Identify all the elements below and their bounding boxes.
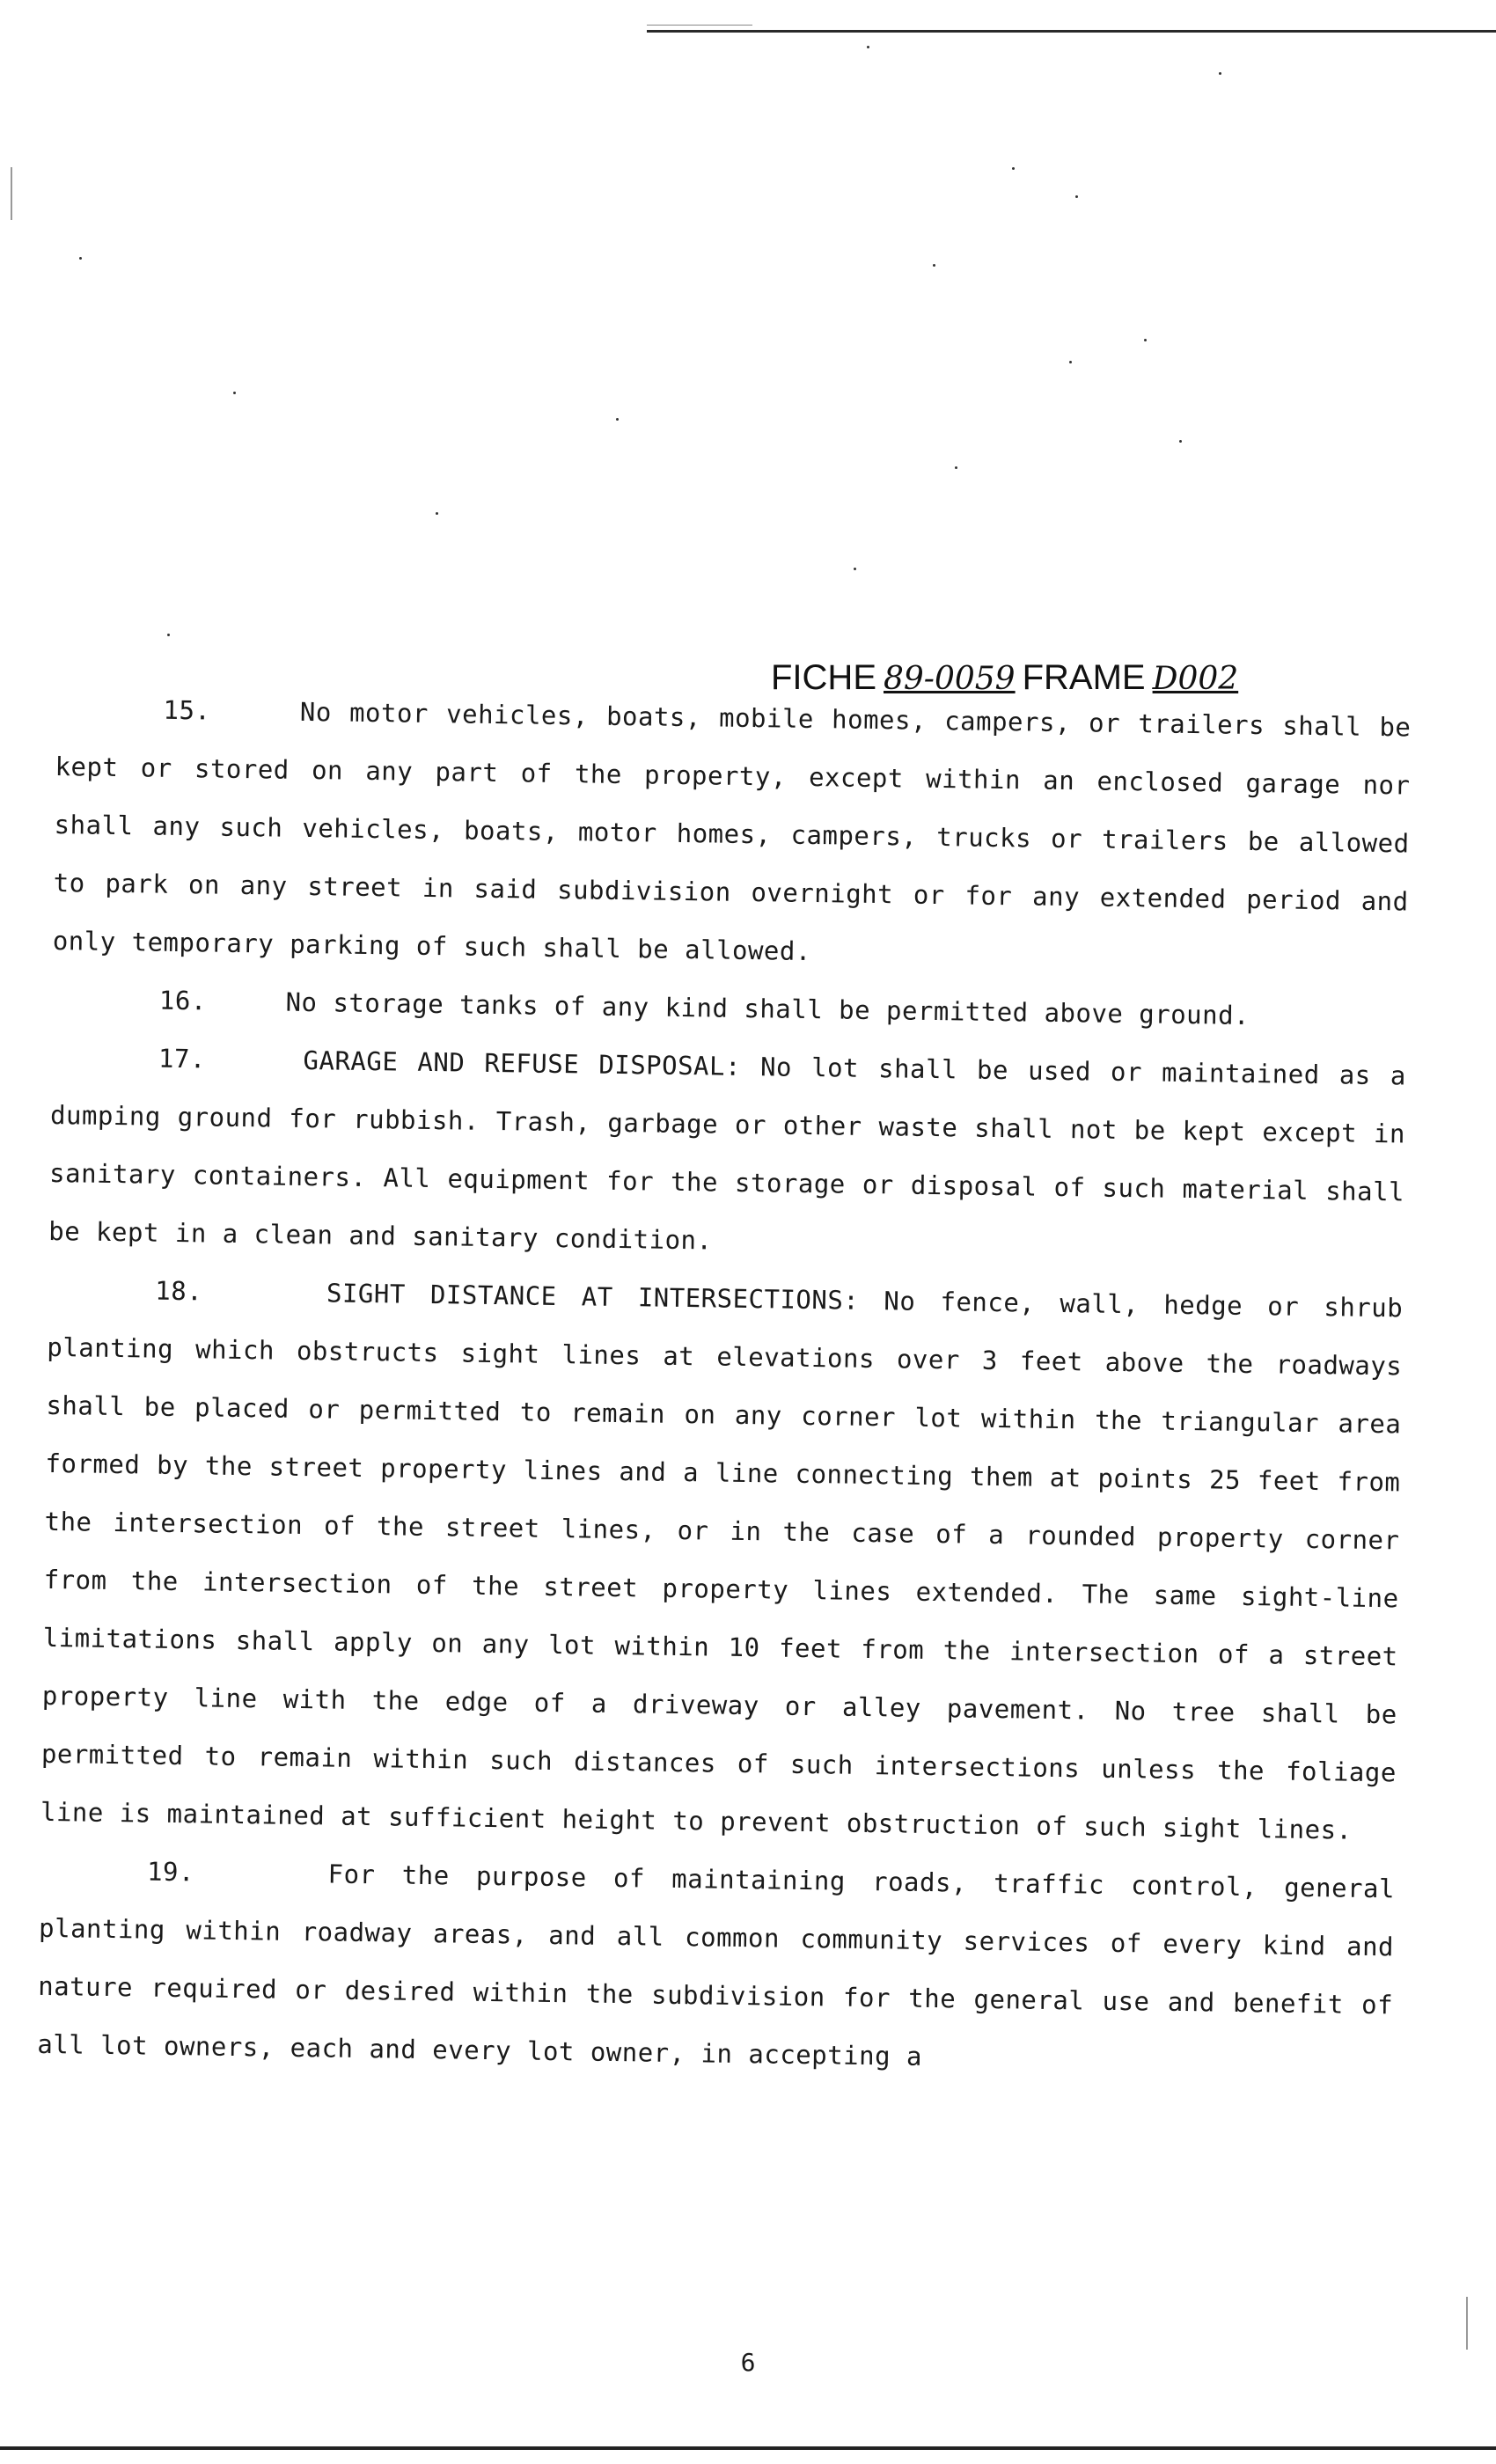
scan-speck — [79, 257, 82, 260]
scan-speck — [854, 568, 856, 570]
paragraph-number: 17. — [158, 1043, 207, 1074]
bottom-rule — [0, 2446, 1496, 2450]
scan-speck — [1075, 195, 1078, 198]
scan-speck — [955, 466, 957, 469]
paragraph-number: 16. — [158, 985, 208, 1016]
covenant-text — [37, 679, 1412, 2092]
paragraph-number: 15. — [163, 694, 211, 726]
scan-speck — [616, 418, 619, 421]
scan-speck — [1144, 339, 1147, 341]
scan-speck — [1069, 361, 1072, 363]
page-number: 6 — [740, 2348, 756, 2377]
scan-speck — [167, 634, 170, 636]
fiche-label: FICHE — [771, 658, 876, 697]
paragraph-17 — [48, 1028, 1407, 1279]
scan-speck — [1179, 440, 1182, 443]
scan-speck — [867, 46, 869, 48]
paragraph-number: 19. — [146, 1856, 195, 1888]
scan-speck — [1012, 167, 1015, 170]
frame-number: D002 — [1152, 661, 1239, 697]
paragraph-text: SIGHT DISTANCE AT INTERSECTIONS: No fence, wall, hedge or shrub planting which obstructs sight lines at elevations over 3 feet above the roadways shall be placed or permitted to remain on any corner lot within the triangular area formed by the street property lines and a line connecting them at points 25 feet from the intersection of the street lines, or in the case of a rounded property corner from the intersection of the street property lines extended. The same sight-line limitations shall apply on any lot within 10 feet from the intersection of a street property line with the edge of a driveway or alley pavement. No tree shall be permitted to remain within such distances of such intersections unless the foliage line is maintained at sufficient height to prevent obstruction of such sight lines. — [40, 1278, 1404, 1845]
scan-artifact-line — [647, 25, 752, 26]
paragraph-text: GARAGE AND REFUSE DISPOSAL: No lot shall be used or maintained as a dumping ground for rubbish. Trash, garbage or other waste shall not be kept except in sanitary containers. All equipment for the storage or disposal of such material shall be kept in a clean and sanitary condition. — [48, 1045, 1407, 1256]
scan-speck — [233, 392, 236, 394]
frame-label: FRAME — [1022, 658, 1146, 697]
paragraph-text: For the purpose of maintaining roads, traffic control, general planting within roadway areas, and all common community services of every kind and nature required or desired within the subdivision for the general use and benefit of all lot owners, each and every lot owner, in accepting a — [37, 1859, 1396, 2072]
scan-speck — [933, 264, 935, 267]
paragraph-number: 18. — [155, 1275, 203, 1307]
paragraph-15 — [52, 679, 1411, 988]
paragraph-text: No motor vehicles, boats, mobile homes, campers, or trailers shall be kept or stored on any part of the property, except within an enclosed garage nor shall any such vehicles, boats, motor homes, campers, trucks or trailers be allowed to park on any street in said subdivision overnight or for any extended period and only temporary parking of such shall be allowed. — [52, 696, 1412, 967]
paragraph-19 — [37, 1841, 1396, 2092]
margin-mark — [11, 167, 12, 220]
paragraph-18 — [40, 1260, 1404, 1859]
scan-speck — [436, 512, 438, 515]
paragraph-text: No storage tanks of any kind shall be permitted above ground. — [285, 986, 1250, 1030]
margin-mark — [1466, 2297, 1468, 2350]
top-rule — [647, 30, 1496, 33]
fiche-number: 89-0059 — [884, 661, 1016, 697]
scan-speck — [1219, 72, 1221, 75]
